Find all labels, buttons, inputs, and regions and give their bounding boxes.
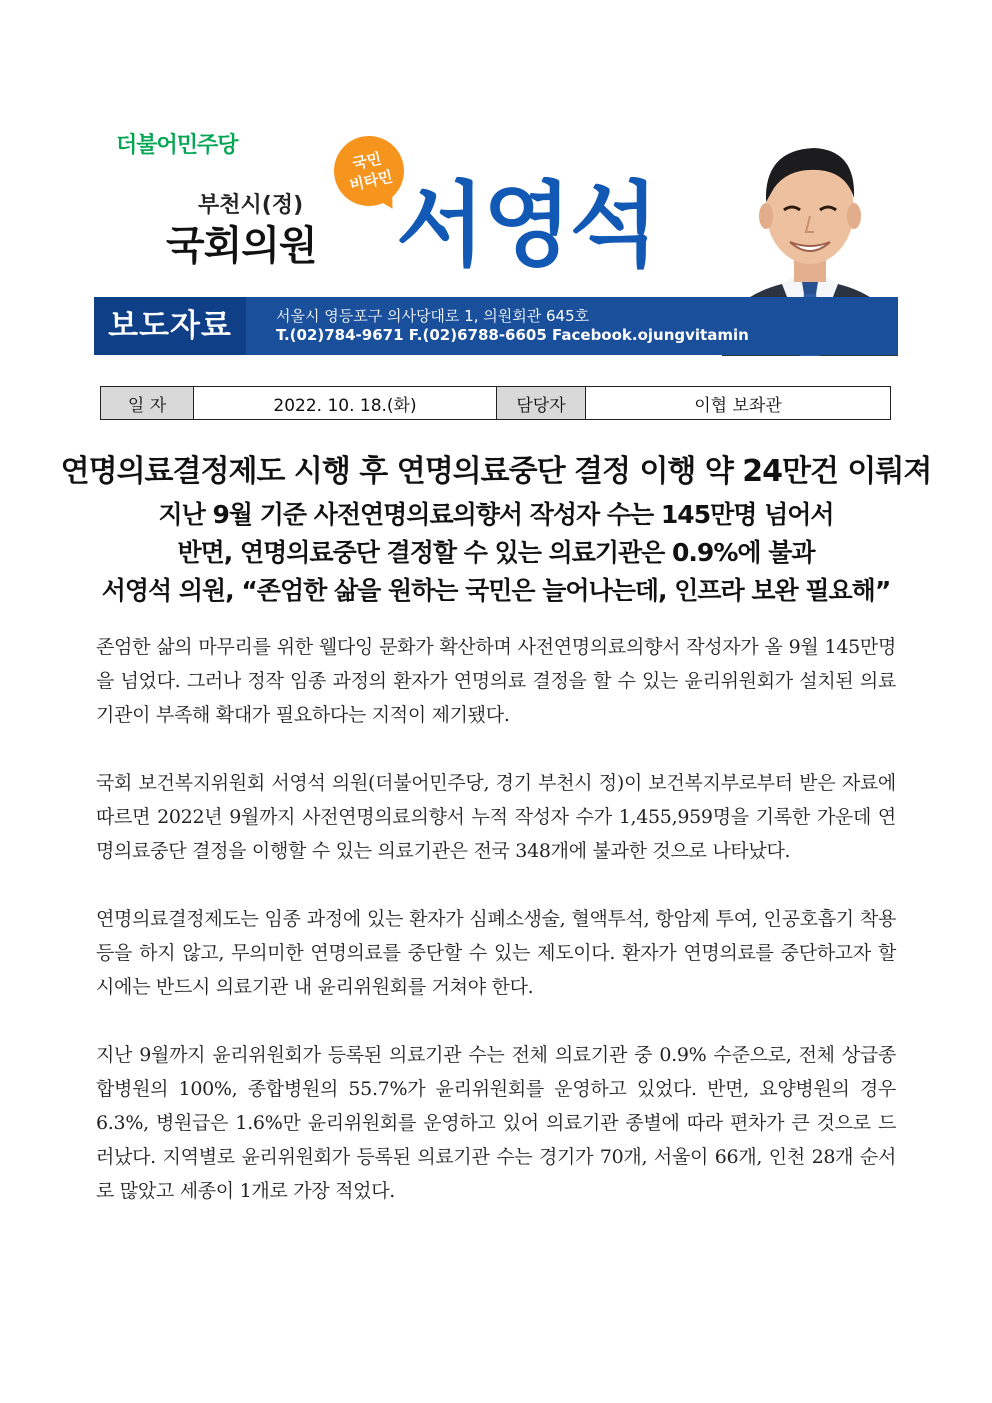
contact-person-label: 담당자 — [497, 387, 586, 420]
subheadline-1: 지난 9월 기준 사전연명의료의향서 작성자 수는 145만명 넘어서 — [158, 500, 834, 529]
article-body — [96, 630, 896, 1242]
subheadline-3: 서영석 의원, “존엄한 삶을 원하는 국민은 늘어나는데, 인프라 보완 필요해” — [101, 576, 891, 605]
slogan-line1: 국민 — [350, 149, 383, 174]
subheadline-2: 반면, 연명의료중단 결정할 수 있는 의료기관은 0.9%에 불과 — [177, 538, 815, 567]
body-paragraph: 지난 9월까지 윤리위원회가 등록된 의료기관 수는 전체 의료기관 중 0.9% 수준으로, 전체 상급종합병원의 100%, 종합병원의 55.7%가 윤리위원회를 운영하고 있었다. 반면, 요양병원의 경우 6.3%, 병원급은 1.6%만 윤리위원회를 운영하고 있어 의료기관 종별에 따라 편차가 큰 것으로 드러났다. 지역별로 윤리위원회가 등록된 의료기관 수는 경기가 70개, 서울이 66개, 인천 28개 순서로 많았고 세종이 1개로 가장 적었다. — [96, 1044, 896, 1202]
body-paragraph: 국회 보건복지위원회 서영석 의원(더불어민주당, 경기 부천시 정)이 보건복지부로부터 받은 자료에 따르면 2022년 9월까지 사전연명의료의향서 누적 작성자 수가 1,455,959명을 기록한 가운데 연명의료중단 결정을 이행할 수 있는 의료기관은 전국 348개에 불과한 것으로 나타났다. — [96, 772, 896, 862]
press-release-label: 보도자료 — [94, 297, 246, 355]
office-address: 서울시 영등포구 의사당대로 1, 의원회관 645호 — [276, 307, 590, 325]
release-info-table — [100, 386, 891, 420]
date-value: 2022. 10. 18.(화) — [194, 387, 497, 420]
release-info-row — [101, 387, 891, 420]
office-title: 국회의원 — [166, 223, 317, 269]
party-logo: 더불어민주당 — [116, 133, 238, 158]
body-paragraph: 연명의료결정제도는 임종 과정에 있는 환자가 심폐소생술, 혈액투석, 항암제 투여, 인공호흡기 착용 등을 하지 않고, 무의미한 연명의료를 중단할 수 있는 제도이다. 환자가 연명의료를 중단하고자 할 시에는 반드시 의료기관 내 윤리위원회를 거쳐야 한다. — [96, 908, 896, 998]
body-paragraph: 존엄한 삶의 마무리를 위한 웰다잉 문화가 확산하며 사전연명의료의향서 작성자가 올 9월 145만명을 넘었다. 그러나 정작 임종 과정의 환자가 연명의료 결정을 할 수 있는 윤리위원회가 설치된 의료기관이 부족해 확대가 필요하다는 지적이 제기됐다. — [96, 636, 896, 726]
constituency-label: 부천시(정) — [198, 193, 304, 218]
main-headline: 연명의료결정제도 시행 후 연명의료중단 결정 이행 약 24만건 이뤄져 — [60, 454, 932, 489]
headline-block — [60, 448, 932, 610]
contact-info: T.(02)784-9671 F.(02)6788-6605 Facebook.ojungvitamin — [276, 326, 749, 344]
lawmaker-name: 서영석 — [396, 172, 657, 279]
date-label: 일 자 — [101, 387, 194, 420]
slogan-line2: 비타민 — [347, 167, 395, 195]
contact-person-value: 이협 보좌관 — [586, 387, 891, 420]
